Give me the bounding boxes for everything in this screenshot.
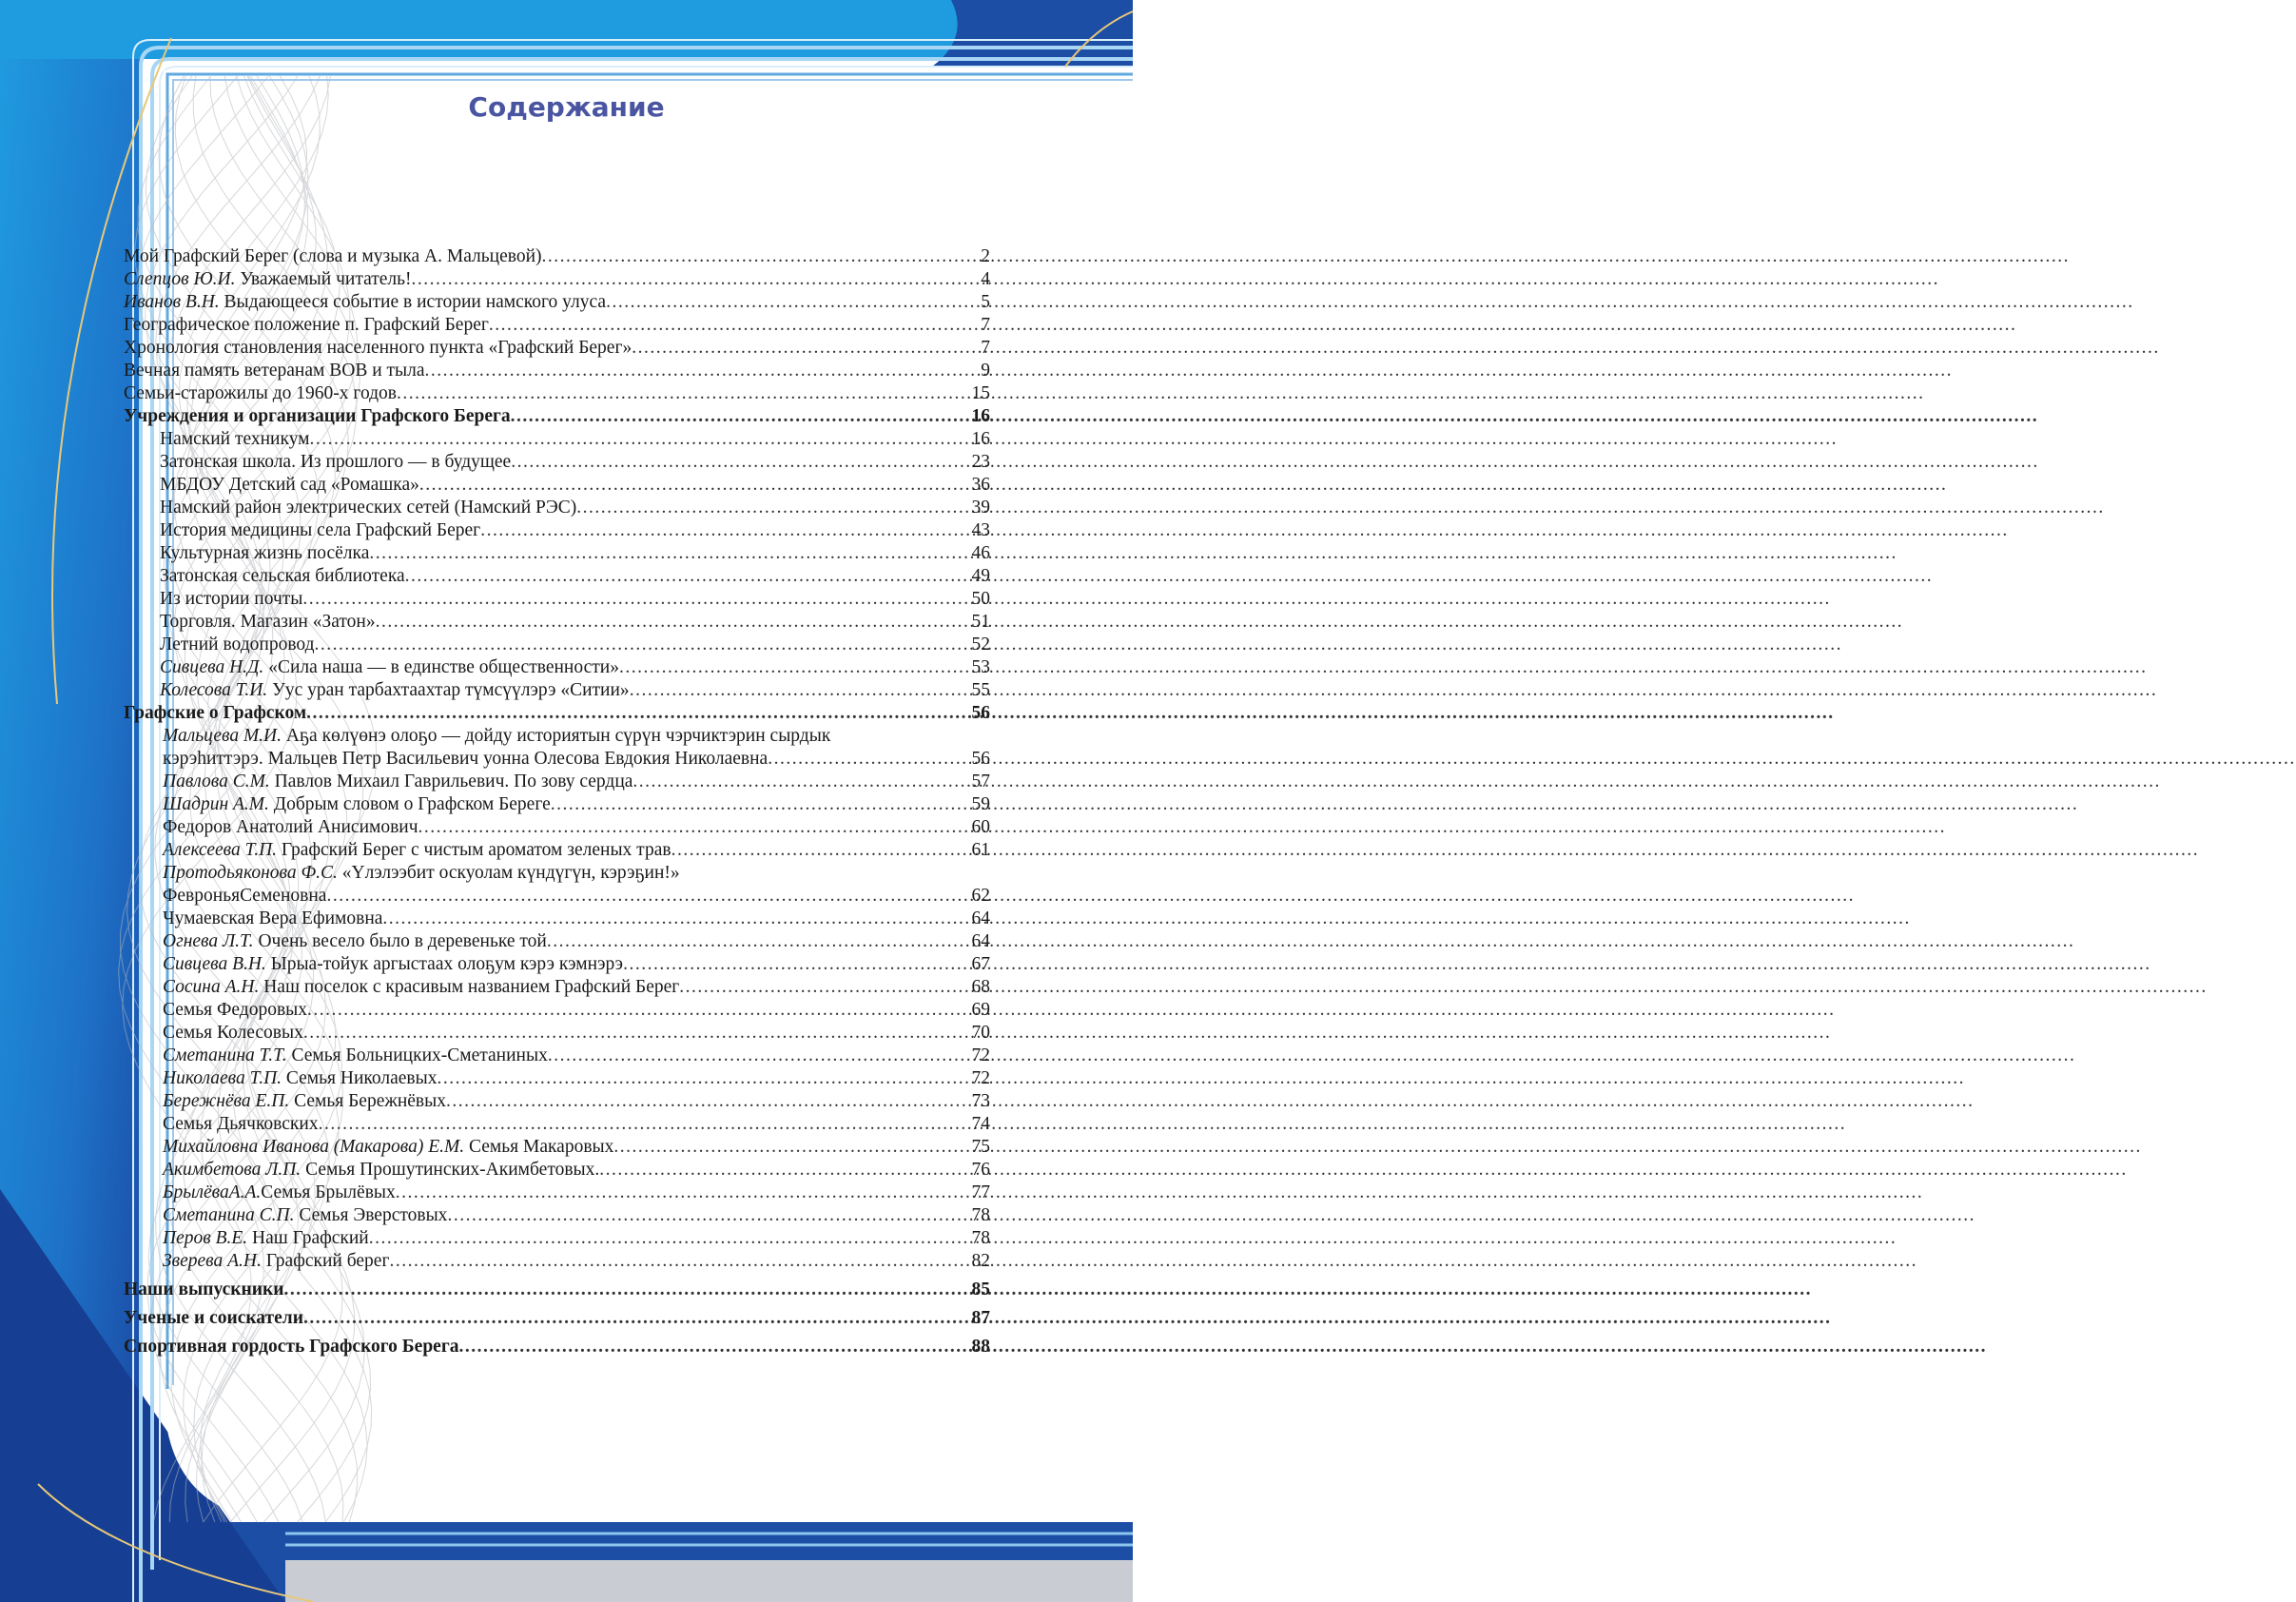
- toc-entry-label: [163, 885, 326, 908]
- toc-page-number: 5: [981, 292, 990, 312]
- toc-entry: [124, 245, 990, 268]
- toc-entry-label: [163, 1227, 369, 1250]
- toc-leader-dots: [547, 930, 970, 953]
- toc-leader-dots: [679, 976, 969, 999]
- toc-entry-label: [160, 474, 419, 497]
- toc-entry-title: Семья Бережнёвых: [289, 1091, 446, 1111]
- toc-page-number: 23: [971, 452, 990, 472]
- toc-entry-author: БрылёваА.А.: [163, 1182, 262, 1202]
- toc-leader-dots: [397, 382, 969, 405]
- toc-page-number: 7: [981, 338, 990, 358]
- toc-entry: [124, 360, 990, 382]
- toc-entry-title: Затонская сельская библиотека: [160, 566, 405, 586]
- toc-entry-label: [160, 656, 619, 679]
- toc-entry-label: [163, 1182, 396, 1204]
- toc-entry-title: Выдающееся событие в истории намского улуса: [219, 292, 607, 312]
- toc-entry-author: Сметанина С.П.: [163, 1205, 295, 1225]
- toc-page-number: 61: [971, 840, 990, 860]
- toc-entry-title: ФевроньяСеменовна: [163, 886, 327, 906]
- toc-entry: [124, 885, 990, 908]
- toc-leader-dots: [576, 497, 969, 519]
- toc-entry: [124, 542, 990, 565]
- toc-page-number: 16: [971, 429, 990, 449]
- toc-entry: [124, 1045, 990, 1067]
- toc-entry: [124, 679, 990, 702]
- toc-entry: [124, 748, 990, 771]
- toc-leader-dots: [671, 839, 970, 862]
- toc-leader-dots: [307, 999, 969, 1022]
- toc-entry: [124, 793, 990, 816]
- toc-entry-label: [163, 930, 547, 953]
- toc-page-number: 16: [971, 406, 990, 426]
- toc-page-number: 51: [971, 612, 990, 632]
- toc-page-number: 88: [971, 1337, 990, 1357]
- toc-entry-title: Федоров Анатолий Анисимович: [163, 817, 418, 837]
- toc-leader-dots: [548, 1045, 970, 1067]
- toc-entry-author: Николаева Т.П.: [163, 1068, 282, 1088]
- toc-leader-dots: [302, 588, 969, 611]
- toc-entry: [124, 451, 990, 474]
- toc-leader-dots: [319, 1113, 970, 1136]
- toc-leader-dots: [458, 1336, 969, 1358]
- toc-leader-dots: [613, 1136, 969, 1159]
- toc-entry-title: Намский техникум: [160, 429, 310, 449]
- toc-entry: [124, 497, 990, 519]
- toc-entry: [124, 1090, 990, 1113]
- toc-entry-author: Сметанина Т.Т.: [163, 1045, 287, 1065]
- toc-page-number: 72: [971, 1045, 990, 1065]
- toc-entry-label: [124, 337, 632, 360]
- toc-entry-title: кэрэhиттэрэ. Мальцев Петр Васильевич уонна Олесова Евдокия Николаевна: [163, 749, 769, 769]
- toc-page-number: 60: [971, 817, 990, 837]
- toc-leader-dots: [389, 1250, 969, 1273]
- toc-entry-label: [160, 451, 511, 474]
- toc-entry-title: Добрым словом о Графском Береге: [268, 794, 551, 814]
- toc-page-number: 56: [971, 749, 990, 769]
- toc-page-number: 49: [971, 566, 990, 586]
- toc-page-number: 46: [971, 543, 990, 563]
- toc-leader-dots: [489, 314, 979, 337]
- toc-entry-label: [163, 1113, 319, 1136]
- toc-entry: [124, 908, 990, 930]
- toc-entry-label: [160, 519, 480, 542]
- toc-page-number: 85: [971, 1280, 990, 1299]
- toc-entry-title: Семьи-старожилы до 1960-х годов: [124, 383, 398, 403]
- toc-entry: [124, 999, 990, 1022]
- toc-entry-title: Вечная память ветеранам ВОВ и тыла: [124, 361, 425, 381]
- toc-leader-dots: [425, 360, 980, 382]
- toc-entry: [124, 702, 990, 725]
- toc-page-number: 64: [971, 908, 990, 928]
- toc-entry-label: [124, 360, 425, 382]
- toc-entry-title: Семья Колесовых: [163, 1023, 303, 1043]
- toc-entry: [124, 1250, 990, 1273]
- toc-entry-label: [124, 245, 542, 268]
- toc-leader-dots: [418, 816, 970, 839]
- toc-page-number: 69: [971, 1000, 990, 1020]
- toc-entry-label: [124, 405, 511, 428]
- toc-entry-label: [160, 542, 369, 565]
- toc-entry: [124, 1113, 990, 1136]
- toc-leader-dots: [632, 337, 979, 360]
- toc-entry: [124, 1182, 990, 1204]
- toc-entry-author: Михайловна Иванова (Макарова) Е.М.: [163, 1137, 465, 1157]
- toc-entry-label: [163, 1045, 548, 1067]
- toc-entry-author: Сосина А.Н.: [163, 977, 260, 997]
- table-of-contents: [124, 245, 990, 1358]
- toc-entry-label: [163, 1159, 599, 1182]
- toc-entry: [124, 428, 990, 451]
- toc-leader-dots: [369, 542, 969, 565]
- toc-entry: [124, 862, 990, 885]
- toc-entry-title: Аҕа көлүөнэ олоҕо — дойду историятын сүрүн чэрчиктэрин сырдык: [282, 726, 831, 746]
- toc-entry-label: [163, 953, 623, 976]
- toc-entry: [124, 771, 990, 793]
- toc-entry: [124, 382, 990, 405]
- toc-page-number: 82: [971, 1251, 990, 1271]
- toc-entry-title: Семья Макаровых: [464, 1137, 614, 1157]
- toc-entry-title: «Сила наша — в единстве общественности»: [263, 657, 619, 677]
- toc-entry: [124, 725, 990, 748]
- toc-page-number: 87: [971, 1308, 990, 1328]
- toc-entry: [124, 1204, 990, 1227]
- toc-entry-title: Семья Николаевых: [282, 1068, 438, 1088]
- toc-page-number: 43: [971, 520, 990, 540]
- toc-entry-label: [163, 793, 551, 816]
- toc-entry-title: Семья Федоровых: [163, 1000, 308, 1020]
- toc-leader-dots: [446, 1090, 970, 1113]
- toc-entry-label: [160, 588, 302, 611]
- toc-entry: [124, 588, 990, 611]
- toc-entry: [124, 656, 990, 679]
- toc-entry-title: Из истории почты: [160, 589, 303, 609]
- toc-entry: [124, 816, 990, 839]
- toc-entry: [124, 839, 990, 862]
- toc-entry-title: Семья Больницких-Сметаниных: [286, 1045, 548, 1065]
- toc-page-number: 67: [971, 954, 990, 974]
- toc-page-number: 76: [971, 1160, 990, 1180]
- toc-leader-dots: [619, 656, 970, 679]
- toc-entry-author: Шадрин А.М.: [163, 794, 269, 814]
- toc-entry-label: [163, 1022, 303, 1045]
- toc-entry-author: Перов В.Е.: [163, 1228, 248, 1248]
- toc-entry-label: [124, 268, 412, 291]
- toc-entry-label: [163, 748, 768, 771]
- toc-entry-title: Уважаемый читатель!: [235, 269, 412, 289]
- toc-leader-dots: [382, 908, 969, 930]
- toc-entry: [124, 953, 990, 976]
- toc-entry: [124, 1022, 990, 1045]
- toc-entry-title: История медицины села Графский Берег: [160, 520, 481, 540]
- toc-page-number: 7: [981, 315, 990, 335]
- toc-page-number: 52: [971, 635, 990, 654]
- toc-entry-title: Намский район электрических сетей (Намский РЭС): [160, 498, 577, 518]
- toc-entry-label: [163, 839, 671, 862]
- toc-page-number: 68: [971, 977, 990, 997]
- toc-entry: [124, 291, 990, 314]
- toc-entry-label: [163, 863, 680, 883]
- toc-entry: [124, 314, 990, 337]
- toc-entry-title: Наши выпускники: [124, 1280, 284, 1299]
- toc-entry-title: Хронология становления населенного пункта «Графский Берег»: [124, 338, 632, 358]
- toc-page-number: 73: [971, 1091, 990, 1111]
- toc-leader-dots: [326, 885, 969, 908]
- toc-entry-title: Семья Прошутинских-Акимбетовых.: [301, 1160, 600, 1180]
- toc-page-number: 56: [971, 703, 990, 723]
- toc-entry: [124, 268, 990, 291]
- toc-leader-dots: [551, 793, 970, 816]
- toc-entry-author: Огнева Л.Т.: [163, 931, 254, 951]
- toc-leader-dots: [315, 634, 970, 656]
- toc-entry-title: Культурная жизнь посёлка: [160, 543, 370, 563]
- toc-entry: [124, 1136, 990, 1159]
- toc-page-number: 64: [971, 931, 990, 951]
- toc-entry: [124, 1307, 990, 1330]
- toc-page-number: 77: [971, 1182, 990, 1202]
- toc-page-number: 4: [981, 269, 990, 289]
- toc-page-number: 15: [971, 383, 990, 403]
- toc-leader-dots: [369, 1227, 970, 1250]
- toc-entry-author: Сивцева Н.Д.: [160, 657, 264, 677]
- toc-entry-author: Павлова С.М.: [163, 772, 270, 791]
- toc-entry-title: Семья Эверстовых: [294, 1205, 448, 1225]
- toc-page-number: 9: [981, 361, 990, 381]
- toc-page-number: 78: [971, 1228, 990, 1248]
- toc-entry-author: Слепцов Ю.И.: [124, 269, 236, 289]
- toc-entry-label: [124, 291, 606, 314]
- toc-page-number: 57: [971, 772, 990, 791]
- toc-entry-title: Семья Брылёвых: [261, 1182, 396, 1202]
- toc-entry-title: Учреждения и организации Графского Берега: [124, 406, 511, 426]
- toc-entry-label: [160, 679, 630, 702]
- toc-entry-title: МБДОУ Детский сад «Ромашка»: [160, 475, 419, 495]
- toc-entry-label: [163, 999, 307, 1022]
- page-title: Содержание: [468, 91, 665, 123]
- toc-entry-title: Спортивная гордость Графского Берега: [124, 1337, 459, 1357]
- toc-entry-title: Семья Дьячковских: [163, 1114, 319, 1134]
- toc-entry-title: Наш Графский: [247, 1228, 369, 1248]
- toc-entry-label: [124, 702, 306, 725]
- toc-leader-dots: [632, 771, 969, 793]
- toc-entry-title: Уус уран тарбахтаахтар түмсүүлэрэ «Ситии»: [267, 680, 630, 700]
- toc-entry-label: [160, 611, 376, 634]
- toc-page-number: 75: [971, 1137, 990, 1157]
- toc-entry: [124, 405, 990, 428]
- toc-entry-title: Очень весело было в деревеньке той: [253, 931, 547, 951]
- toc-entry-label: [163, 976, 679, 999]
- toc-entry-author: Мальцева М.И.: [163, 726, 282, 746]
- toc-entry-label: [163, 1067, 437, 1090]
- toc-leader-dots: [511, 405, 970, 428]
- toc-leader-dots: [480, 519, 969, 542]
- toc-leader-dots: [542, 245, 980, 268]
- toc-entry-label: [163, 726, 830, 746]
- toc-entry-author: Зверева А.Н.: [163, 1251, 262, 1271]
- toc-entry-label: [163, 771, 632, 793]
- toc-page-number: 55: [971, 680, 990, 700]
- toc-entry-label: [124, 314, 489, 337]
- toc-page-number: 39: [971, 498, 990, 518]
- toc-leader-dots: [396, 1182, 970, 1204]
- toc-leader-dots: [606, 291, 979, 314]
- toc-leader-dots: [419, 474, 970, 497]
- toc-entry-label: [124, 1336, 458, 1358]
- toc-leader-dots: [599, 1159, 969, 1182]
- toc-leader-dots: [283, 1279, 969, 1301]
- toc-leader-dots: [405, 565, 970, 588]
- toc-entry-label: [160, 497, 576, 519]
- toc-entry-title: «Үлэлээбит оскуолам күндүгүн, кэрэҕин!»: [337, 863, 680, 883]
- toc-entry-author: Акимбетова Л.П.: [163, 1160, 302, 1180]
- toc-entry-label: [124, 1307, 303, 1330]
- toc-page-number: 78: [971, 1205, 990, 1225]
- toc-entry: [124, 634, 990, 656]
- toc-entry-title: Графские о Графском: [124, 703, 307, 723]
- toc-entry-label: [163, 1250, 389, 1273]
- toc-leader-dots: [303, 1307, 970, 1330]
- toc-leader-dots: [376, 611, 970, 634]
- toc-entry-label: [163, 1090, 446, 1113]
- toc-entry-author: Колесова Т.И.: [160, 680, 268, 700]
- toc-entry-label: [163, 1204, 447, 1227]
- toc-leader-dots: [768, 748, 969, 771]
- toc-entry-title: Торговля. Магазин «Затон»: [160, 612, 376, 632]
- toc-entry: [124, 337, 990, 360]
- toc-leader-dots: [437, 1067, 969, 1090]
- toc-entry-label: [124, 1279, 283, 1301]
- toc-entry: [124, 611, 990, 634]
- toc-page-number: 50: [971, 589, 990, 609]
- toc-entry-label: [163, 1136, 613, 1159]
- toc-entry-title: Графский Берег с чистым ароматом зеленых трав: [277, 840, 671, 860]
- toc-page-number: 36: [971, 475, 990, 495]
- toc-page-number: 2: [981, 246, 990, 266]
- toc-entry-label: [160, 428, 310, 451]
- toc-leader-dots: [630, 679, 970, 702]
- toc-leader-dots: [303, 1022, 970, 1045]
- toc-entry-title: Ученые и соискатели: [124, 1308, 303, 1328]
- toc-entry: [124, 1279, 990, 1301]
- toc-entry-author: Иванов В.Н.: [124, 292, 220, 312]
- toc-entry-label: [124, 382, 397, 405]
- toc-leader-dots: [310, 428, 970, 451]
- toc-entry-title: Летний водопровод: [160, 635, 315, 654]
- toc-entry-title: Графский берег: [261, 1251, 390, 1271]
- toc-entry-label: [163, 816, 418, 839]
- toc-page-number: 70: [971, 1023, 990, 1043]
- toc-entry: [124, 1067, 990, 1090]
- toc-entry: [124, 1227, 990, 1250]
- toc-leader-dots: [412, 268, 980, 291]
- toc-entry-title: Наш поселок с красивым названием Графский Берег: [259, 977, 680, 997]
- toc-entry-title: Географическое положение п. Графский Берег: [124, 315, 489, 335]
- toc-entry-title: Чумаевская Вера Ефимовна: [163, 908, 383, 928]
- toc-entry-label: [160, 634, 315, 656]
- toc-entry-label: [163, 908, 382, 930]
- toc-entry-title: Затонская школа. Из прошлого — в будущее: [160, 452, 512, 472]
- toc-entry-title: Ырыа-тойук аргыстаах олоҕум кэрэ кэмнэрэ: [265, 954, 624, 974]
- toc-entry: [124, 565, 990, 588]
- toc-page-number: 72: [971, 1068, 990, 1088]
- toc-leader-dots: [306, 702, 969, 725]
- toc-entry: [124, 976, 990, 999]
- toc-page-number: 62: [971, 886, 990, 906]
- toc-page-number: 74: [971, 1114, 990, 1134]
- toc-entry-title: Мой Графский Берег (слова и музыка А. Мальцевой): [124, 246, 542, 266]
- toc-page-number: 59: [971, 794, 990, 814]
- toc-entry: [124, 519, 990, 542]
- toc-leader-dots: [511, 451, 969, 474]
- toc-entry: [124, 1159, 990, 1182]
- toc-entry-author: Сивцева В.Н.: [163, 954, 266, 974]
- toc-entry: [124, 474, 990, 497]
- toc-page-number: 53: [971, 657, 990, 677]
- toc-entry-author: Бережнёва Е.П.: [163, 1091, 290, 1111]
- toc-entry-author: Протодьяконова Ф.С.: [163, 863, 338, 883]
- toc-entry-label: [160, 565, 405, 588]
- toc-entry-title: Павлов Михаил Гаврильевич. По зову сердца: [269, 772, 633, 791]
- toc-entry-author: Алексеева Т.П.: [163, 840, 278, 860]
- toc-entry: [124, 930, 990, 953]
- toc-leader-dots: [623, 953, 969, 976]
- toc-leader-dots: [447, 1204, 969, 1227]
- toc-entry: [124, 1336, 990, 1358]
